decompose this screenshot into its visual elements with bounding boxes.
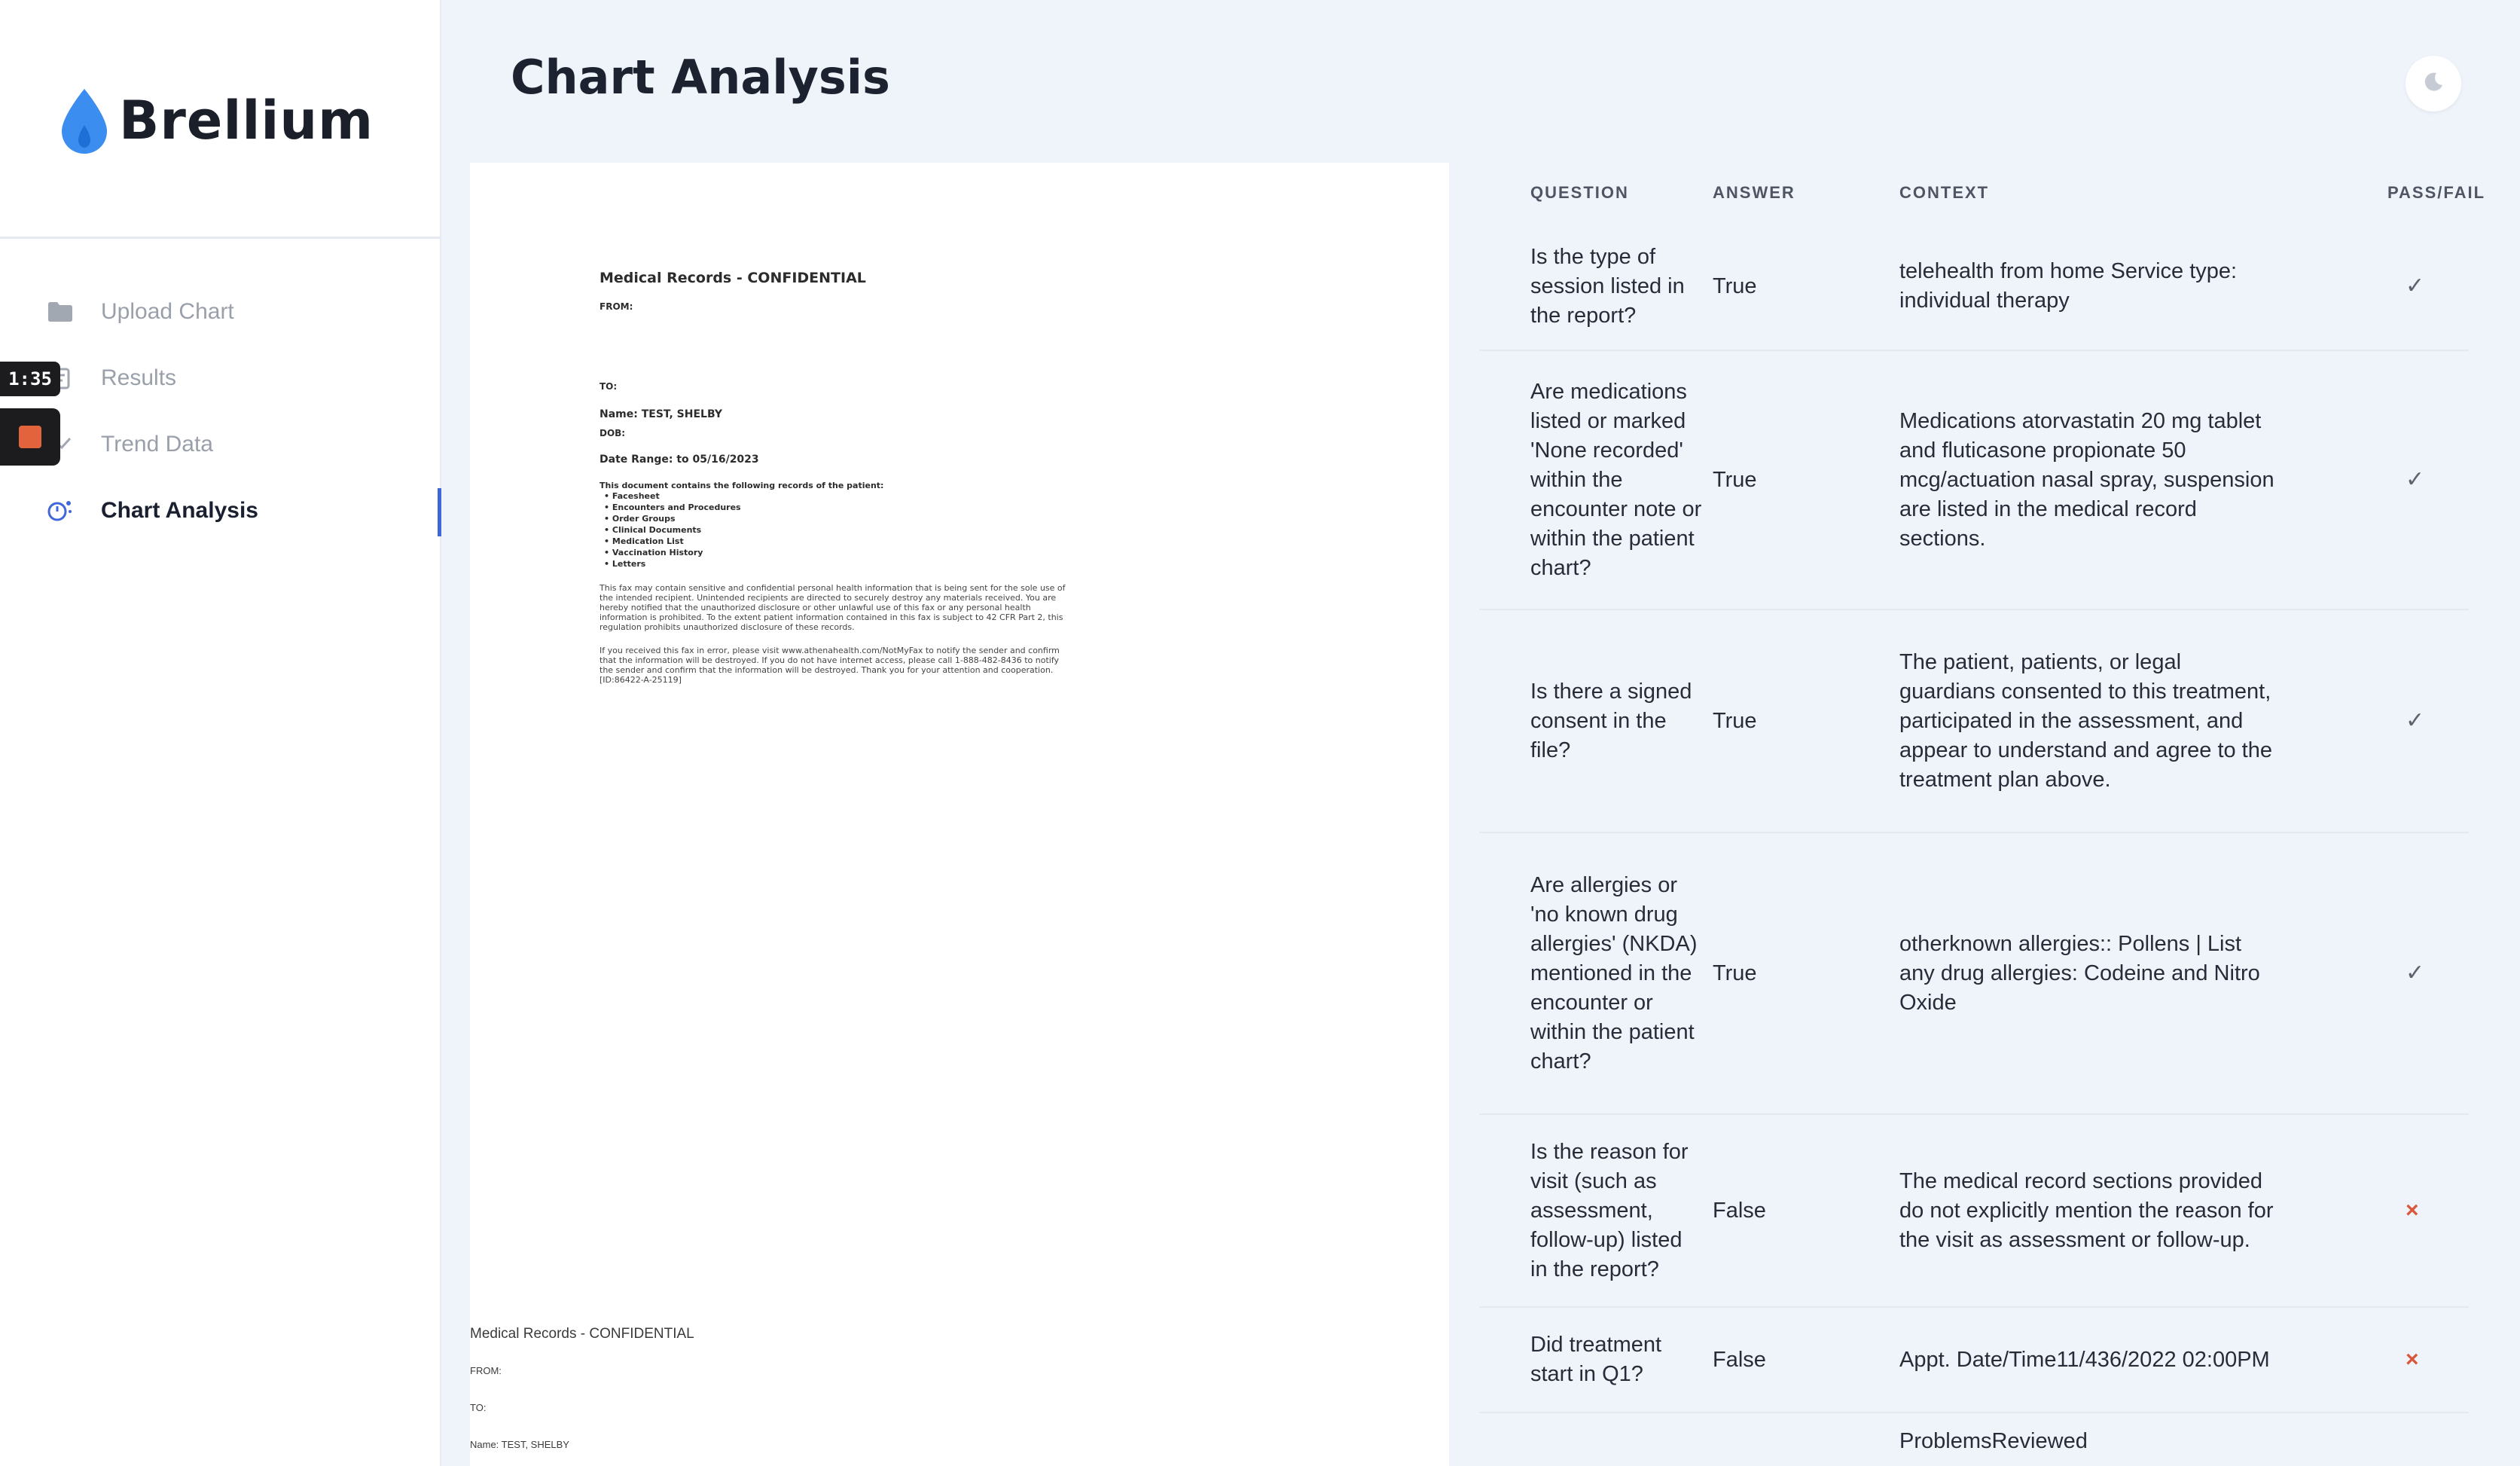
context-cell: The patient, patients, or legal guardians consented to this treatment, participated in the assessment, and appear to understand and agree to the treatment plan above. [1899, 649, 2272, 792]
question-cell: Is there a signed consent in the file? [1530, 679, 1692, 762]
document-heading: Medical Records - CONFIDENTIAL [470, 1326, 694, 1342]
check-icon: ✓ [2406, 467, 2425, 492]
list-item: • Clinical Documents [604, 524, 1142, 536]
list-item: • Vaccination History [604, 547, 1142, 558]
page-title: Chart Analysis [511, 50, 890, 105]
sidebar-item-chart-analysis[interactable] [0, 478, 441, 544]
column-header-context: CONTEXT [1899, 183, 1990, 202]
pass-fail-cell [2296, 706, 2469, 736]
list-item: • Letters [604, 558, 1142, 570]
sidebar-item-label: Trend Data [101, 432, 213, 457]
document-viewer[interactable] [470, 163, 1449, 1466]
pass-fail-cell [2296, 1345, 2469, 1375]
column-header-question: QUESTION [1530, 183, 1629, 202]
sidebar-divider [0, 237, 441, 239]
list-item: • Medication List [604, 536, 1142, 547]
document-page-2 [470, 1326, 997, 1466]
pass-fail-cell [2296, 465, 2469, 495]
analysis-icon [45, 496, 75, 526]
document-to: TO: [470, 1402, 487, 1413]
column-header-pass-fail: PASS/FAIL [2387, 183, 2486, 202]
check-icon: ✓ [2406, 273, 2425, 298]
document-dob: DOB: [599, 428, 626, 438]
question-cell: Is the reason for visit (such as assessment, follow-up) listed in the report? [1530, 1139, 1689, 1281]
document-contains: This document contains the following records of the patient: [599, 481, 884, 490]
results-table [1479, 163, 2486, 1466]
check-icon: ✓ [2406, 961, 2425, 985]
context-cell: ProblemsReviewed [1899, 1429, 2088, 1453]
table-row[interactable] [1479, 833, 2469, 1115]
folder-icon [45, 297, 75, 327]
pass-fail-cell [2296, 958, 2469, 988]
document-disclaimer: This fax may contain sensitive and confidential personal health information that is being sent for the sole use of the intended recipient. Unintended recipients are directed to securely destroy any materials received. You are hereby notified that the unauthorized disclosure or other unlawful use of this fax or any personal health information is prohibited. To the extent patient information contained in this fax is subject to 42 CFR Part 2, this regulation prohibits unauthorized disclosure of these records. [599, 583, 1066, 632]
list-item: • Encounters and Procedures [604, 502, 1142, 513]
table-row[interactable] [1479, 610, 2469, 833]
sidebar-item-label: Upload Chart [101, 299, 234, 324]
sidebar-item-trend-data[interactable] [0, 411, 441, 478]
table-row[interactable] [1479, 1308, 2469, 1413]
document-patient-name: Name: TEST, SHELBY [599, 408, 722, 420]
droplet-logo-icon [57, 86, 111, 155]
list-item: • Order Groups [604, 513, 1142, 524]
table-row[interactable] [1479, 1413, 2469, 1466]
table-row[interactable] [1479, 1115, 2469, 1308]
table-header [1479, 163, 2486, 223]
check-icon: ✓ [2406, 708, 2425, 733]
document-patient-name: Name: TEST, SHELBY [470, 1439, 569, 1450]
question-cell: Is the type of session listed in the report? [1530, 244, 1685, 328]
column-header-answer: ANSWER [1713, 183, 1795, 202]
table-row[interactable] [1479, 223, 2469, 351]
answer-cell: True [1713, 961, 1757, 985]
question-cell: Are medications listed or marked 'None recorded' within the encounter note or within the patient chart? [1530, 379, 1702, 580]
list-item: • Facesheet [604, 490, 1142, 502]
document-fax-notice: If you received this fax in error, please visit www.athenahealth.com/NotMyFax to notify the sender and confirm that the information will be destroyed. If you do not have internet access, please call 1-888-482-8436 to notify the sender and confirm that the information will be destroyed. Thank you for your attention and cooperation. [ID:86422-A-25119] [599, 646, 1060, 685]
answer-cell: False [1713, 1347, 1766, 1372]
document-to: TO: [599, 381, 618, 392]
context-cell: telehealth from home Service type: individual therapy [1899, 259, 2238, 313]
answer-cell: True [1713, 467, 1757, 492]
document-record-list [604, 490, 1142, 570]
stop-icon [19, 426, 41, 448]
sidebar-item-upload-chart[interactable] [0, 279, 441, 345]
answer-cell: False [1713, 1198, 1766, 1223]
context-cell: The medical record sections provided do not explicitly mention the reason for the visit as assessment or follow-up. [1899, 1168, 2274, 1252]
document-date-range: Date Range: to 05/16/2023 [599, 454, 759, 466]
sidebar [0, 0, 441, 1466]
context-cell: otherknown allergies:: Pollens | List any drug allergies: Codeine and Nitro Oxide [1899, 931, 2260, 1015]
sidebar-item-label: Chart Analysis [101, 498, 258, 523]
document-heading: Medical Records - CONFIDENTIAL [599, 270, 866, 286]
pass-fail-cell [2296, 271, 2469, 301]
sidebar-nav [0, 279, 441, 544]
document-from: FROM: [470, 1365, 502, 1376]
context-cell: Appt. Date/Time11/436/2022 02:00PM [1899, 1347, 2270, 1372]
answer-cell: True [1713, 708, 1757, 733]
theme-toggle-button[interactable] [2406, 56, 2461, 111]
x-icon: × [2406, 1198, 2419, 1223]
pass-fail-cell [2296, 1196, 2469, 1226]
moon-icon [2422, 71, 2445, 97]
question-cell: Are allergies or 'no known drug allergies' (NKDA) mentioned in the encounter or within the patient chart? [1530, 872, 1698, 1074]
stop-recording-button[interactable] [0, 408, 60, 466]
recording-timer: 1:35 [0, 362, 60, 396]
x-icon: × [2406, 1347, 2419, 1372]
context-cell: Medications atorvastatin 20 mg tablet and fluticasone propionate 50 mcg/actuation nasal spray, suspension are listed in the medical record sections. [1899, 408, 2274, 551]
brand-logo[interactable] [57, 83, 374, 158]
sidebar-item-label: Results [101, 365, 177, 390]
question-cell: Did treatment start in Q1? [1530, 1333, 1662, 1386]
document-page-1 [599, 270, 1142, 685]
table-row[interactable] [1479, 351, 2469, 610]
sidebar-item-results[interactable] [0, 345, 441, 411]
document-from: FROM: [599, 301, 633, 312]
brand-name: Brellium [119, 90, 374, 151]
answer-cell: True [1713, 273, 1757, 298]
